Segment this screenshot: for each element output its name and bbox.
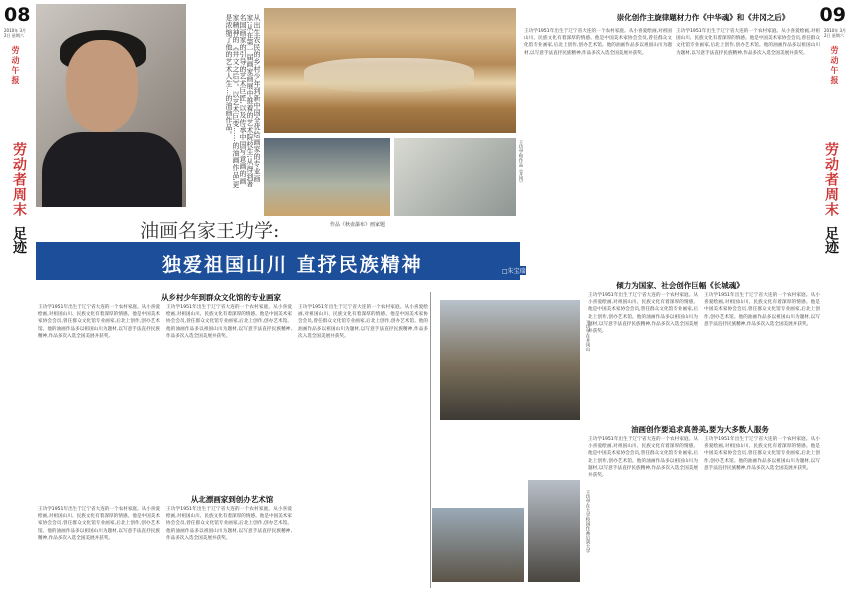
right-col-1: 王功学1951年出生于辽宁省大连的一个农村家庭。从小喜爱绘画,对祖国山川、民族文化有着深厚的情感。他是中国美术家协会会员,曾任群众文化馆专业画家,后北上创作,创办艺术馆。他的油画作品多以祖国山川为题材,以写意手法直抒民族精神,作品多次入选全国美展并获奖。 [524, 29, 672, 56]
page-number-right: 09 [819, 4, 846, 26]
logo-right: 劳动午报 [830, 46, 839, 86]
painting-waterfall [264, 8, 516, 133]
right-margin-strip [819, 0, 850, 596]
column-right: 足迹 [823, 226, 839, 254]
date-left: 2010年 3月2日 星期六 [4, 28, 26, 38]
column-left: 足迹 [11, 226, 27, 254]
page-number-left: 08 [4, 4, 31, 26]
date-right: 2010年 3月2日 星期六 [824, 28, 846, 38]
topic-line: 油画名家王功学: [140, 220, 280, 242]
subhead-1: 从乡村少年到群众文化馆的专业画家 [161, 293, 281, 302]
photo-portrait-standing [528, 480, 580, 582]
lead-paragraph: 从出生农民的乡村少年到新中国全优绘画家的专业画家;从在第一届画家画展中推着的艺术院校生;从得到著名国画家的引导的艺术巨匠,以及传承中国写意画的画家精神的《井文之后》。以艺术巨变……的油画作品,更是浓缩了他的艺术人生…的油画作品。 [225, 14, 261, 189]
body-col-2b: 王功学1951年出生于辽宁省大连的一个农村家庭。从小喜爱绘画,对祖国山川、民族文化有着深厚的情感。他是中国美术家协会会员,曾任群众文化馆专业画家,后北上创作,创办艺术馆。他的油画作品多以祖国山川为题材,以写意手法直抒民族精神,作品多次入选全国美展并获奖。 [166, 507, 292, 541]
right-col-5: 王功学1951年出生于辽宁省大连的一个农村家庭。从小喜爱绘画,对祖国山川、民族文化有着深厚的情感。他是中国美术家协会会员,曾任群众文化馆专业画家,后北上创作,创办艺术馆。他的油画作品多以祖国山川为题材,以写意手法直抒民族精神,作品多次入选全国美展并获奖。 [588, 437, 698, 479]
right-top-title: 崇化创作主旋律题材力作《中华魂》和《井冈之后》 [616, 13, 790, 22]
right-col-6: 王功学1951年出生于辽宁省大连的一个农村家庭。从小喜爱绘画,对祖国山川、民族文化有着深厚的情感。他是中国美术家协会会员,曾任群众文化馆专业画家,后北上创作,创办艺术馆。他的油画作品多以祖国山川为题材,以写意手法直抒民族精神,作品多次入选全国美展并获奖。 [704, 437, 820, 471]
photo-caption-right: 王功学和作品《井冈》 [518, 140, 523, 185]
column-divider [430, 292, 431, 588]
section-right: 劳动者周末 [823, 142, 839, 217]
body-col-1: 王功学1951年出生于辽宁省大连的一个农村家庭。从小喜爱绘画,对祖国山川、民族文化有着深厚的情感。他是中国美术家协会会员,曾任群众文化馆专业画家,后北上创作,创办艺术馆。他的油画作品多以祖国山川为题材,以写意手法直抒民族精神,作品多次入选全国美展并获奖。 [38, 305, 160, 339]
body-col-1b: 王功学1951年出生于辽宁省大连的一个农村家庭。从小喜爱绘画,对祖国山川、民族文化有着深厚的情感。他是中国美术家协会会员,曾任群众文化馆专业画家,后北上创作,创办艺术馆。他的油画作品多以祖国山川为题材,以写意手法直抒民族精神,作品多次入选全国美展并获奖。 [38, 507, 160, 541]
body-col-3: 王功学1951年出生于辽宁省大连的一个农村家庭。从小喜爱绘画,对祖国山川、民族文化有着深厚的情感。他是中国美术家协会会员,曾任群众文化馆专业画家,后北上创作,创办艺术馆。他的油画作品多以祖国山川为题材,以写意手法直抒民族精神,作品多次入选全国美展并获奖。 [298, 305, 428, 339]
photo-artist-with-work [394, 138, 516, 216]
headline-banner [36, 242, 520, 280]
photo-caption-a: 王功学在井冈山 [585, 320, 590, 352]
portrait-photo [36, 4, 186, 207]
section-left: 劳动者周末 [11, 142, 27, 217]
body-col-2: 王功学1951年出生于辽宁省大连的一个农村家庭。从小喜爱绘画,对祖国山川、民族文化有着深厚的情感。他是中国美术家协会会员,曾任群众文化馆专业画家,后北上创作,创办艺术馆。他的油画作品多以祖国山川为题材,以写意手法直抒民族精神,作品多次入选全国美展并获奖。 [166, 305, 292, 339]
right-col-4: 王功学1951年出生于辽宁省大连的一个农村家庭。从小喜爱绘画,对祖国山川、民族文化有着深厚的情感。他是中国美术家协会会员,曾任群众文化馆专业画家,后北上创作,创办艺术馆。他的油画作品多以祖国山川为题材,以写意手法直抒民族精神,作品多次入选全国美展并获奖。 [704, 293, 820, 327]
left-margin-strip [0, 0, 31, 596]
photo-campus [432, 508, 524, 582]
headline: 独爱祖国山川 直抒民族精神 [162, 254, 423, 276]
right-col-2: 王功学1951年出生于辽宁省大连的一个农村家庭。从小喜爱绘画,对祖国山川、民族文化有着深厚的情感。他是中国美术家协会会员,曾任群众文化馆专业画家,后北上创作,创办艺术馆。他的油画作品多以祖国山川为题材,以写意手法直抒民族精神,作品多次入选全国美展并获奖。 [676, 29, 820, 56]
subhead-3: 倾力为国家、社会创作巨幅《长城魂》 [616, 281, 744, 290]
painting-landscape [264, 138, 390, 216]
byline: □朱宝瑞 [502, 268, 526, 275]
photo-group-mountain [440, 300, 580, 420]
painting-caption: 作品《秋壶瀑布》画家题 [330, 222, 386, 228]
logo-left: 劳动午报 [11, 46, 20, 86]
subhead-2: 从北漂画家到创办艺术馆 [190, 495, 274, 504]
right-col-3: 王功学1951年出生于辽宁省大连的一个农村家庭。从小喜爱绘画,对祖国山川、民族文化有着深厚的情感。他是中国美术家协会会员,曾任群众文化馆专业画家,后北上创作,创办艺术馆。他的油画作品多以祖国山川为题材,以写意手法直抒民族精神,作品多次入选全国美展并获奖。 [588, 293, 698, 335]
photo-caption-c: 王功学在大学校园作画后到大学 [585, 490, 590, 553]
subhead-5: 油画创作要追求真善美,要为大多数人服务 [631, 425, 769, 434]
